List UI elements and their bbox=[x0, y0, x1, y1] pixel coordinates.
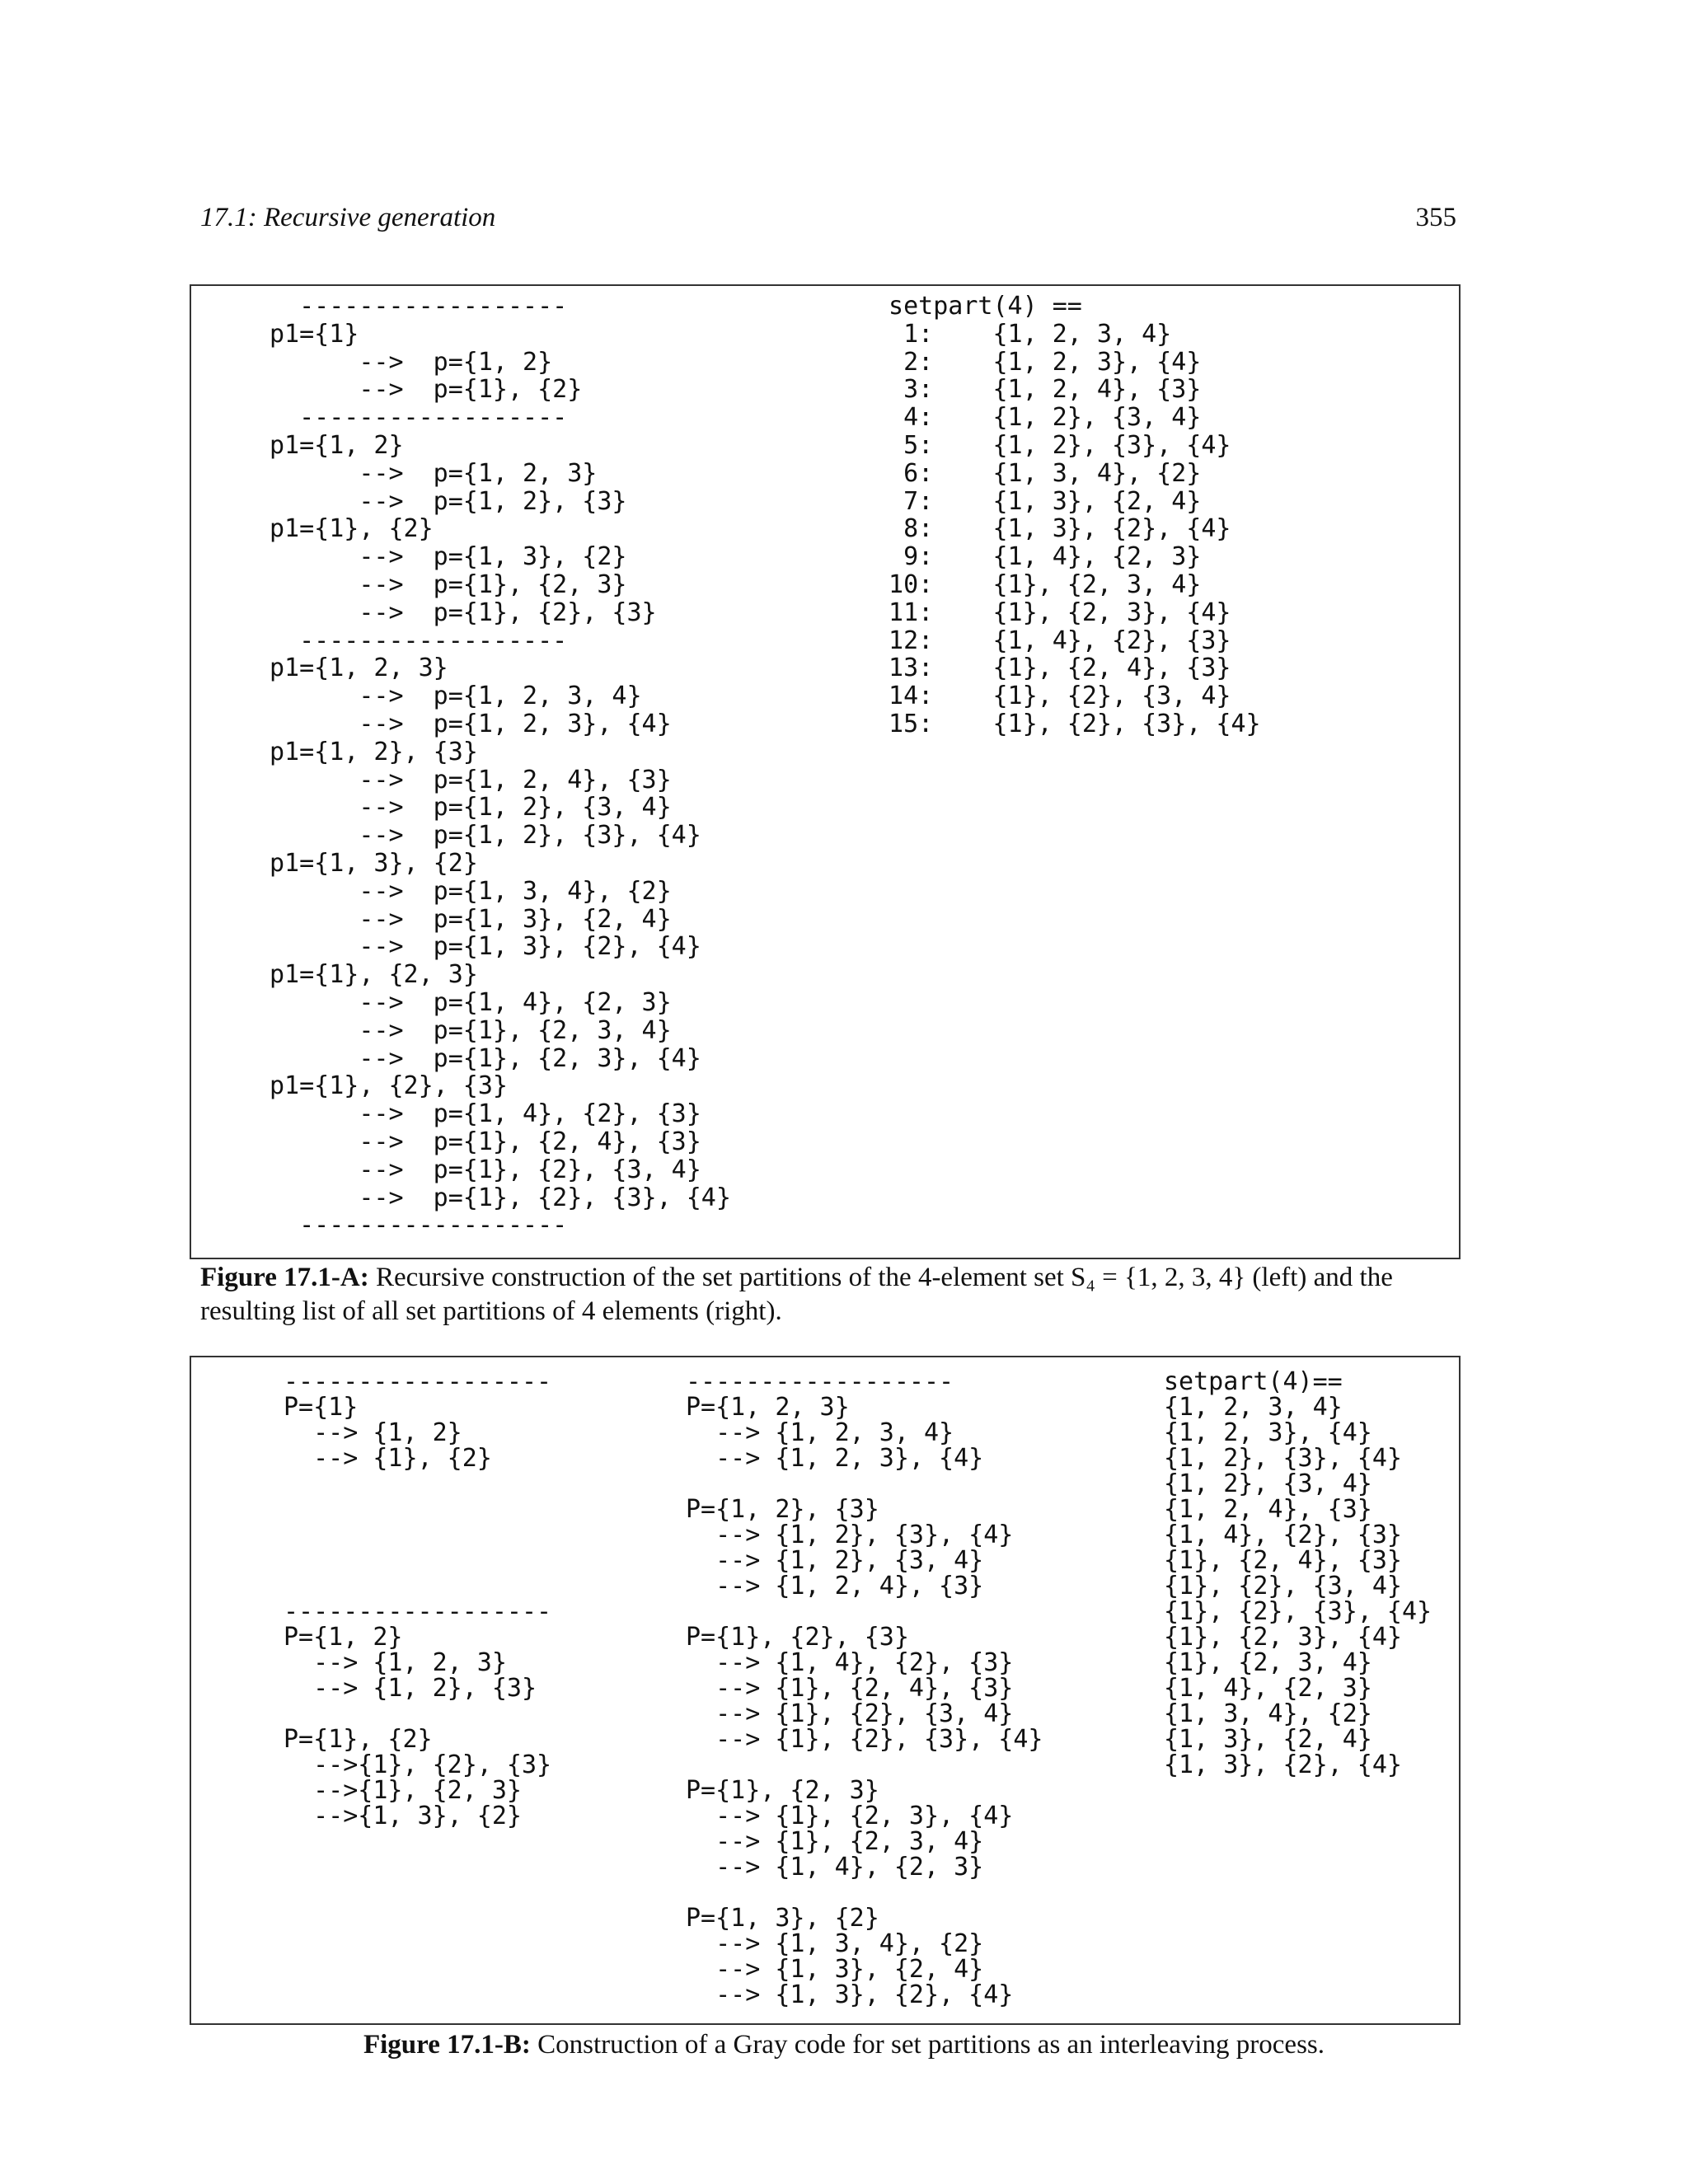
figure-b-frame bbox=[190, 1356, 1461, 2025]
figure-a-caption bbox=[200, 1261, 1461, 1329]
figure-b-gray-code-list: setpart(4)== {1, 2, 3, 4} {1, 2, 3}, {4} {1, 2}, {3}, {4} {1, 2}, {3, 4} {1, 2, 4}, {3} {1, 4}, {2}, {3} {1}, {2, 4}, {3} {1}, {2}, {3, 4} {1}, {2}, {3}, {4} {1}, {2, 3}, {4} {1}, {2, 3, 4} {1, 4}, {2, 3} {1, 3, 4}, {2} {1, 3}, {2, 4} {1, 3}, {2}, {4} bbox=[1164, 1367, 1432, 1779]
figure-b-caption bbox=[0, 2028, 1688, 2062]
figure-a-caption-label: Figure 17.1-A: bbox=[200, 1263, 369, 1292]
figure-b-caption-text: Construction of a Gray code for set partitions as an interleaving process. bbox=[530, 2030, 1325, 2060]
page-number: 355 bbox=[1415, 203, 1456, 232]
figure-a-partition-list: setpart(4) == 1: {1, 2, 3, 4} 2: {1, 2, 3}, {4} 3: {1, 2, 4}, {3} 4: {1, 2}, {3, 4} 5: {1, 2}, {3}, {4} 6: {1, 3, 4}, {2} 7: {1, 3}, {2, 4} 8: {1, 3}, {2}, {4} 9: {1, 4}, {2, 3} 10: {1}, {2, 3, 4} 11: {1}, {2, 3}, {4} 12: {1, 4}, {2}, {3} 13: {1}, {2, 4}, {3} 14: {1}, {2}, {3, 4} 15: {1}, {2}, {3}, {4} bbox=[889, 292, 1261, 738]
running-title: 17.1: Recursive generation bbox=[200, 203, 496, 232]
figure-a-frame bbox=[190, 284, 1461, 1259]
figure-b-column-2: ------------------ P={1, 2, 3} --> {1, 2, 3, 4} --> {1, 2, 3}, {4} P={1, 2}, {3} --> {1, 2}, {3}, {4} --> {1, 2}, {3, 4} --> {1, 2, 4}, {3} P={1}, {2}, {3} --> {1, 4}, {2}, {3} --> {1}, {2, 4}, {3} --> {1}, {2}, {3, 4} --> {1}, {2}, {3}, {4} P={1}, {2, 3} --> {1}, {2, 3}, {4} --> {1}, {2, 3, 4} --> {1, 4}, {2, 3} P={1, 3}, {2} --> {1, 3, 4}, {2} --> {1, 3}, {2, 4} --> {1, 3}, {2}, {4} bbox=[686, 1367, 1043, 2009]
figure-a-caption-text: Recursive construction of the set partitions of the 4-element set S₄ = {1, 2, 3, 4} (left) and the resulting list of all set partitions of 4 elements (right). bbox=[200, 1263, 1393, 1326]
figure-b-column-1: ------------------ P={1} --> {1, 2} --> {1}, {2} ------------------ P={1, 2} --> {1, 2, 3} --> {1, 2}, {3} P={1}, {2} -->{1}, {2}, {3} -->{1}, {2, 3} -->{1, 3}, {2} bbox=[284, 1367, 552, 1830]
figure-a-recursion-listing: ------------------ p1={1} --> p={1, 2} --> p={1}, {2} ------------------ p1={1, 2} --> p={1, 2, 3} --> p={1, 2}, {3} p1={1}, {2} --> p={1, 3}, {2} --> p={1}, {2, 3} --> p={1}, {2}, {3} ------------------ p1={1, 2, 3} --> p={1, 2, 3, 4} --> p={1, 2, 3}, {4} p1={1, 2}, {3} --> p={1, 2, 4}, {3} --> p={1, 2}, {3, 4} --> p={1, 2}, {3}, {4} p1={1, 3}, {2} --> p={1, 3, 4}, {2} --> p={1, 3}, {2, 4} --> p={1, 3}, {2}, {4} p1={1}, {2, 3} --> p={1, 4}, {2, 3} --> p={1}, {2, 3, 4} --> p={1}, {2, 3}, {4} p1={1}, {2}, {3} --> p={1, 4}, {2}, {3} --> p={1}, {2, 4}, {3} --> p={1}, {2}, {3, 4} --> p={1}, {2}, {3}, {4} ------------------ bbox=[270, 292, 731, 1240]
figure-b-caption-label: Figure 17.1-B: bbox=[363, 2030, 531, 2060]
